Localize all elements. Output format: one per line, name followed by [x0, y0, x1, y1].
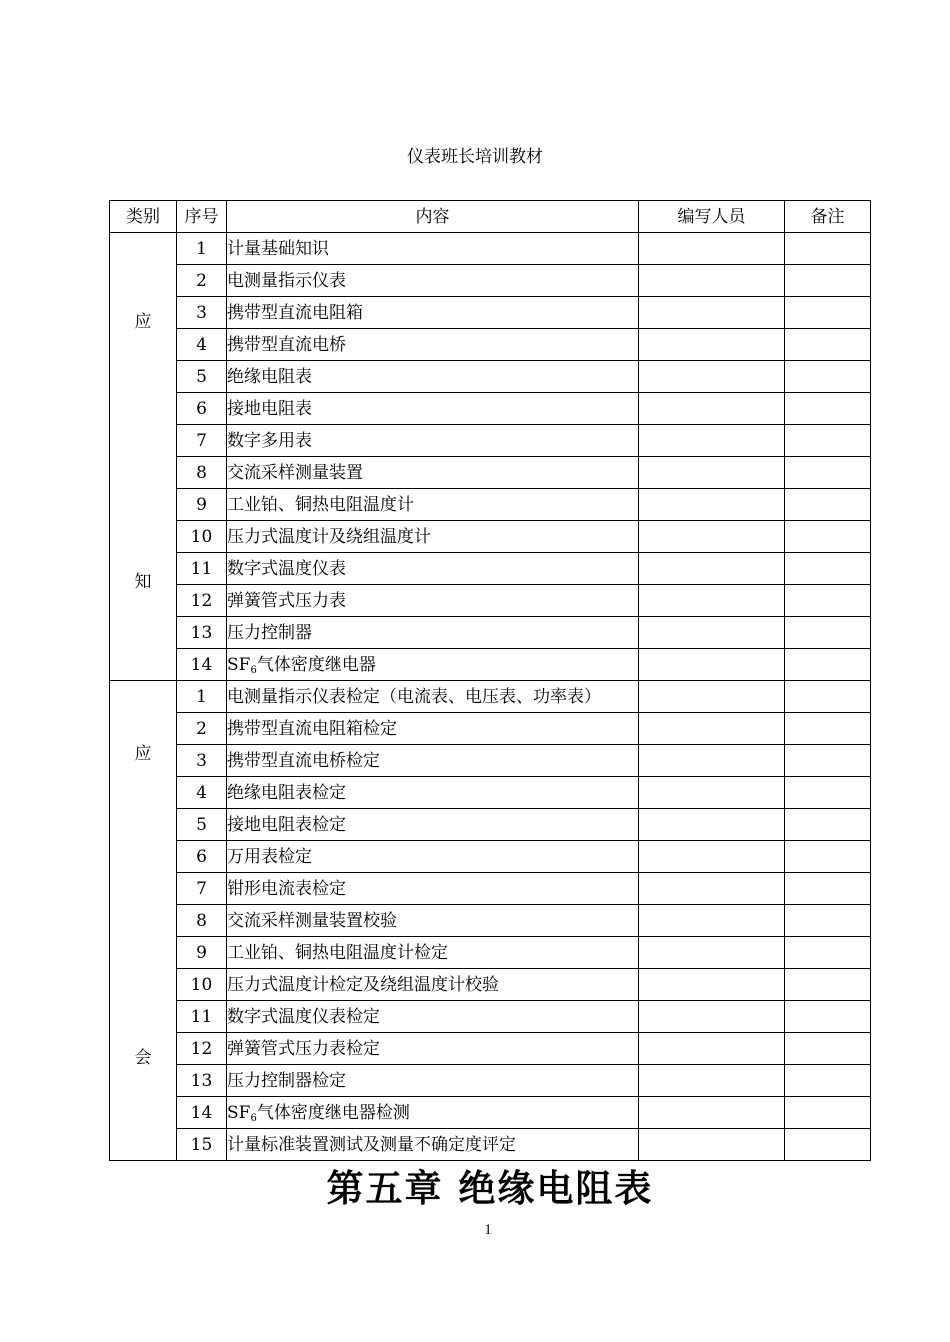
chapter-heading: 第五章 绝缘电阻表 — [326, 1166, 654, 1210]
seq-cell: 12 — [177, 585, 227, 617]
note-cell — [785, 617, 871, 649]
table-row — [110, 969, 871, 1001]
content-text: 绝缘电阻表检定 — [227, 782, 346, 803]
content-cell — [227, 809, 639, 841]
content-cell — [227, 713, 639, 745]
content-text: 交流采样测量装置 — [227, 462, 363, 483]
content-cell — [227, 873, 639, 905]
category-char: 知 — [134, 572, 152, 592]
seq-cell: 4 — [177, 329, 227, 361]
content-cell — [227, 969, 639, 1001]
note-cell — [785, 521, 871, 553]
content-text: 交流采样测量装置校验 — [227, 910, 397, 931]
seq-cell: 7 — [177, 425, 227, 457]
note-cell — [785, 265, 871, 297]
note-cell — [785, 745, 871, 777]
category-cell — [110, 233, 177, 681]
note-cell — [785, 809, 871, 841]
seq-cell: 14 — [177, 1097, 227, 1129]
seq-cell: 14 — [177, 649, 227, 681]
author-cell — [639, 905, 785, 937]
content-cell — [227, 1129, 639, 1161]
table-row — [110, 841, 871, 873]
table-row — [110, 489, 871, 521]
note-cell — [785, 937, 871, 969]
table-row — [110, 265, 871, 297]
content-text: 接地电阻表检定 — [227, 814, 346, 835]
table-row — [110, 713, 871, 745]
table-row — [110, 361, 871, 393]
author-cell — [639, 681, 785, 713]
content-text: 携带型直流电桥 — [227, 334, 346, 355]
content-cell — [227, 297, 639, 329]
author-cell — [639, 809, 785, 841]
table-header-row — [110, 201, 871, 233]
content-cell — [227, 329, 639, 361]
seq-cell: 2 — [177, 265, 227, 297]
seq-cell: 13 — [177, 617, 227, 649]
seq-cell: 3 — [177, 297, 227, 329]
seq-cell: 13 — [177, 1065, 227, 1097]
seq-cell: 1 — [177, 233, 227, 265]
seq-cell: 6 — [177, 393, 227, 425]
content-cell — [227, 265, 639, 297]
note-cell — [785, 489, 871, 521]
content-cell — [227, 521, 639, 553]
content-text: 万用表检定 — [227, 846, 312, 867]
author-cell — [639, 713, 785, 745]
table-row — [110, 1097, 871, 1129]
table-row — [110, 1129, 871, 1161]
seq-cell: 10 — [177, 969, 227, 1001]
author-cell — [639, 649, 785, 681]
content-text: 压力控制器 — [227, 622, 312, 643]
document-title: 仪表班长培训教材 — [407, 147, 543, 167]
note-cell — [785, 841, 871, 873]
seq-cell: 11 — [177, 1001, 227, 1033]
content-text: 压力式温度计及绕组温度计 — [227, 526, 431, 547]
content-prefix: SF — [227, 654, 251, 675]
content-text: 电测量指示仪表检定（电流表、电压表、功率表） — [227, 686, 601, 707]
note-cell — [785, 969, 871, 1001]
author-cell — [639, 937, 785, 969]
table-row — [110, 745, 871, 777]
author-cell — [639, 617, 785, 649]
table-row — [110, 553, 871, 585]
author-cell — [639, 489, 785, 521]
note-cell — [785, 777, 871, 809]
content-text: 弹簧管式压力表检定 — [227, 1038, 380, 1059]
seq-cell: 9 — [177, 489, 227, 521]
content-cell — [227, 937, 639, 969]
content-text: 计量标准装置测试及测量不确定度评定 — [227, 1134, 516, 1155]
category-cell — [110, 681, 177, 1161]
author-cell — [639, 329, 785, 361]
content-cell — [227, 841, 639, 873]
content-text: 气体密度继电器检测 — [256, 1102, 410, 1123]
note-cell — [785, 905, 871, 937]
content-text: 接地电阻表 — [227, 398, 312, 419]
content-cell — [227, 617, 639, 649]
content-text: 数字多用表 — [227, 430, 312, 451]
seq-cell: 3 — [177, 745, 227, 777]
content-text: 钳形电流表检定 — [227, 878, 346, 899]
content-cell — [227, 361, 639, 393]
content-cell — [227, 457, 639, 489]
content-cell — [227, 425, 639, 457]
author-cell — [639, 425, 785, 457]
table-row — [110, 297, 871, 329]
author-cell — [639, 393, 785, 425]
seq-cell: 12 — [177, 1033, 227, 1065]
category-char: 会 — [134, 1048, 152, 1068]
seq-cell: 9 — [177, 937, 227, 969]
content-text: 数字式温度仪表检定 — [227, 1006, 380, 1027]
seq-cell: 8 — [177, 457, 227, 489]
content-text: 数字式温度仪表 — [227, 558, 346, 579]
seq-cell: 11 — [177, 553, 227, 585]
author-cell — [639, 233, 785, 265]
table-row — [110, 1065, 871, 1097]
note-cell — [785, 1065, 871, 1097]
table-row — [110, 617, 871, 649]
seq-cell: 2 — [177, 713, 227, 745]
content-text: 工业铂、铜热电阻温度计 — [227, 494, 414, 515]
content-cell — [227, 1033, 639, 1065]
author-cell — [639, 297, 785, 329]
note-cell — [785, 329, 871, 361]
seq-cell: 10 — [177, 521, 227, 553]
author-cell — [639, 969, 785, 1001]
note-cell — [785, 713, 871, 745]
author-cell — [639, 1065, 785, 1097]
content-prefix: SF — [227, 1102, 251, 1123]
note-cell — [785, 649, 871, 681]
content-cell — [227, 1097, 639, 1129]
content-cell — [227, 233, 639, 265]
seq-cell: 4 — [177, 777, 227, 809]
seq-cell: 8 — [177, 905, 227, 937]
table-row — [110, 1033, 871, 1065]
table-body — [110, 233, 871, 1161]
content-text: 气体密度继电器 — [256, 654, 376, 675]
author-cell — [639, 553, 785, 585]
note-cell — [785, 297, 871, 329]
author-cell — [639, 841, 785, 873]
note-cell — [785, 233, 871, 265]
note-cell — [785, 873, 871, 905]
header-content: 内容 — [227, 201, 639, 233]
header-seq: 序号 — [177, 201, 227, 233]
content-cell — [227, 905, 639, 937]
content-text: 绝缘电阻表 — [227, 366, 312, 387]
content-cell — [227, 649, 639, 681]
seq-cell: 15 — [177, 1129, 227, 1161]
table-row — [110, 233, 871, 265]
header-author: 编写人员 — [639, 201, 785, 233]
content-cell — [227, 681, 639, 713]
author-cell — [639, 777, 785, 809]
content-text: 携带型直流电阻箱检定 — [227, 718, 397, 739]
table-row — [110, 425, 871, 457]
content-text: 压力式温度计检定及绕组温度计校验 — [227, 974, 499, 995]
seq-cell: 1 — [177, 681, 227, 713]
author-cell — [639, 265, 785, 297]
content-text: 工业铂、铜热电阻温度计检定 — [227, 942, 448, 963]
table-row — [110, 585, 871, 617]
content-text: 计量基础知识 — [227, 238, 329, 259]
seq-cell: 5 — [177, 361, 227, 393]
content-text: 电测量指示仪表 — [227, 270, 346, 291]
author-cell — [639, 457, 785, 489]
table-row — [110, 873, 871, 905]
table-row — [110, 521, 871, 553]
training-topics-table — [109, 200, 871, 1161]
table-row — [110, 937, 871, 969]
content-text: 弹簧管式压力表 — [227, 590, 346, 611]
table-row — [110, 329, 871, 361]
content-cell — [227, 1065, 639, 1097]
content-subscript: 6 — [250, 664, 257, 676]
header-note: 备注 — [785, 201, 871, 233]
content-text: 携带型直流电桥检定 — [227, 750, 380, 771]
author-cell — [639, 1097, 785, 1129]
note-cell — [785, 1033, 871, 1065]
note-cell — [785, 585, 871, 617]
table-row — [110, 777, 871, 809]
table-row — [110, 905, 871, 937]
author-cell — [639, 745, 785, 777]
author-cell — [639, 1001, 785, 1033]
note-cell — [785, 425, 871, 457]
seq-cell: 7 — [177, 873, 227, 905]
content-cell — [227, 777, 639, 809]
note-cell — [785, 361, 871, 393]
content-cell — [227, 745, 639, 777]
content-subscript: 6 — [250, 1112, 257, 1124]
note-cell — [785, 1097, 871, 1129]
content-cell — [227, 553, 639, 585]
page-number: 1 — [484, 1222, 492, 1238]
table-row — [110, 393, 871, 425]
table-row — [110, 681, 871, 713]
note-cell — [785, 553, 871, 585]
content-text: 携带型直流电阻箱 — [227, 302, 363, 323]
note-cell — [785, 1001, 871, 1033]
table-row — [110, 809, 871, 841]
header-category: 类别 — [110, 201, 177, 233]
note-cell — [785, 681, 871, 713]
note-cell — [785, 1129, 871, 1161]
table-row — [110, 1001, 871, 1033]
content-cell — [227, 393, 639, 425]
author-cell — [639, 585, 785, 617]
author-cell — [639, 521, 785, 553]
seq-cell: 5 — [177, 809, 227, 841]
table-row — [110, 457, 871, 489]
content-cell — [227, 489, 639, 521]
note-cell — [785, 457, 871, 489]
author-cell — [639, 361, 785, 393]
table-row — [110, 649, 871, 681]
seq-cell: 6 — [177, 841, 227, 873]
note-cell — [785, 393, 871, 425]
content-text: 压力控制器检定 — [227, 1070, 346, 1091]
author-cell — [639, 1129, 785, 1161]
category-char: 应 — [134, 744, 152, 764]
author-cell — [639, 1033, 785, 1065]
content-cell — [227, 1001, 639, 1033]
content-cell — [227, 585, 639, 617]
category-char: 应 — [134, 312, 152, 332]
author-cell — [639, 873, 785, 905]
